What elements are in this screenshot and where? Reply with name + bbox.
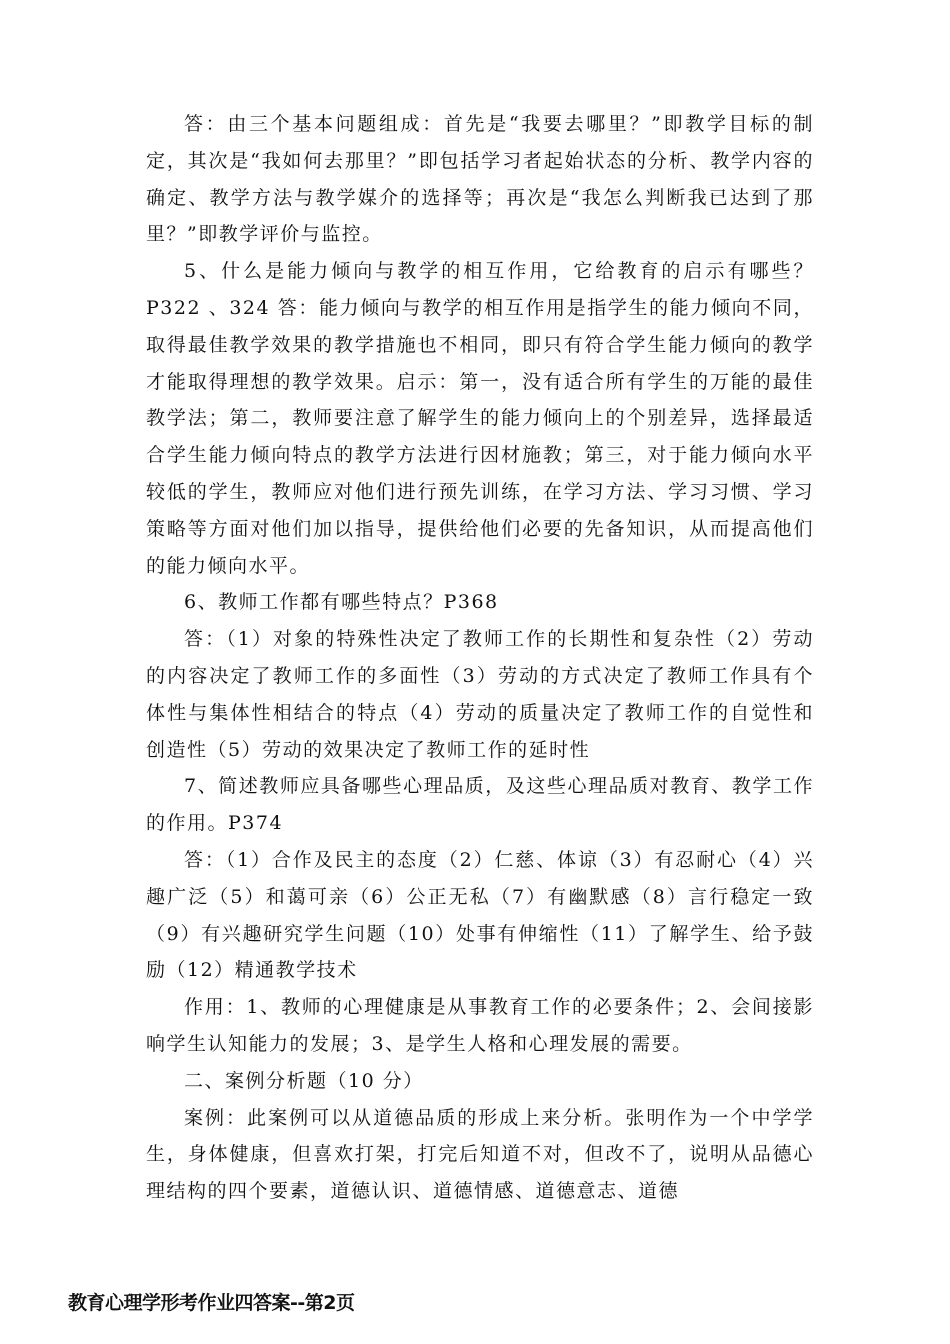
page-footer: 教育心理学形考作业四答案--第2页 — [68, 1292, 355, 1314]
paragraph-question-7: 7、简述教师应具备哪些心理品质，及这些心理品质对教育、教学工作的作用。P374 — [146, 775, 814, 835]
document-body — [146, 106, 814, 1210]
paragraph-answer-6: 答：（1）对象的特殊性决定了教师工作的长期性和复杂性（2）劳动的内容决定了教师工作的多面性（3）劳动的方式决定了教师工作具有个体性与集体性相结合的特点（4）劳动的质量决定了教师工作的自觉性和创造性（5）劳动的效果决定了教师工作的延时性 — [146, 628, 814, 761]
paragraph-case-analysis: 案例：此案例可以从道德品质的形成上来分析。张明作为一个中学学生，身体健康，但喜欢打架，打完后知道不对，但改不了，说明从品德心理结构的四个要素，道德认识、道德情感、道德意志、道德 — [146, 1106, 814, 1203]
paragraph-question-5: 5、什么是能力倾向与教学的相互作用，它给教育的启示有哪些？P322 、324 答：能力倾向与教学的相互作用是指学生的能力倾向不同，取得最佳教学效果的教学措施也不相同，即只有符合学生能力倾向的教学才能取得理想的教学效果。启示：第一，没有适合所有学生的万能的最佳教学法；第二，教师要注意了解学生的能力倾向上的个别差异，选择最适合学生能力倾向特点的教学方法进行因材施教；第三，对于能力倾向水平较低的学生，教师应对他们进行预先训练，在学习方法、学习习惯、学习策略等方面对他们加以指导，提供给他们必要的先备知识，从而提高他们的能力倾向水平。 — [146, 260, 814, 577]
section-heading-case-analysis: 二、案例分析题（10 分） — [184, 1069, 424, 1092]
paragraph-answer-7: 答：（1）合作及民主的态度（2）仁慈、体谅（3）有忍耐心（4）兴趣广泛（5）和蔼可亲（6）公正无私（7）有幽默感（8）言行稳定一致（9）有兴趣研究学生问题（10）处事有伸缩性（11）了解学生、给予鼓励（12）精通教学技术 — [146, 848, 814, 982]
paragraph-answer-7-effects: 作用：1、教师的心理健康是从事教育工作的必要条件；2、会间接影响学生认知能力的发展；3、是学生人格和心理发展的需要。 — [146, 996, 814, 1055]
paragraph-question-6: 6、教师工作都有哪些特点？P368 — [184, 591, 499, 614]
paragraph-answer-4: 答：由三个基本问题组成：首先是“我要去哪里？”即教学目标的制定，其次是“我如何去那里？”即包括学习者起始状态的分析、教学内容的确定、教学方法与教学媒介的选择等；再次是“我怎么判断我已达到了那里？”即教学评价与监控。 — [146, 113, 814, 246]
